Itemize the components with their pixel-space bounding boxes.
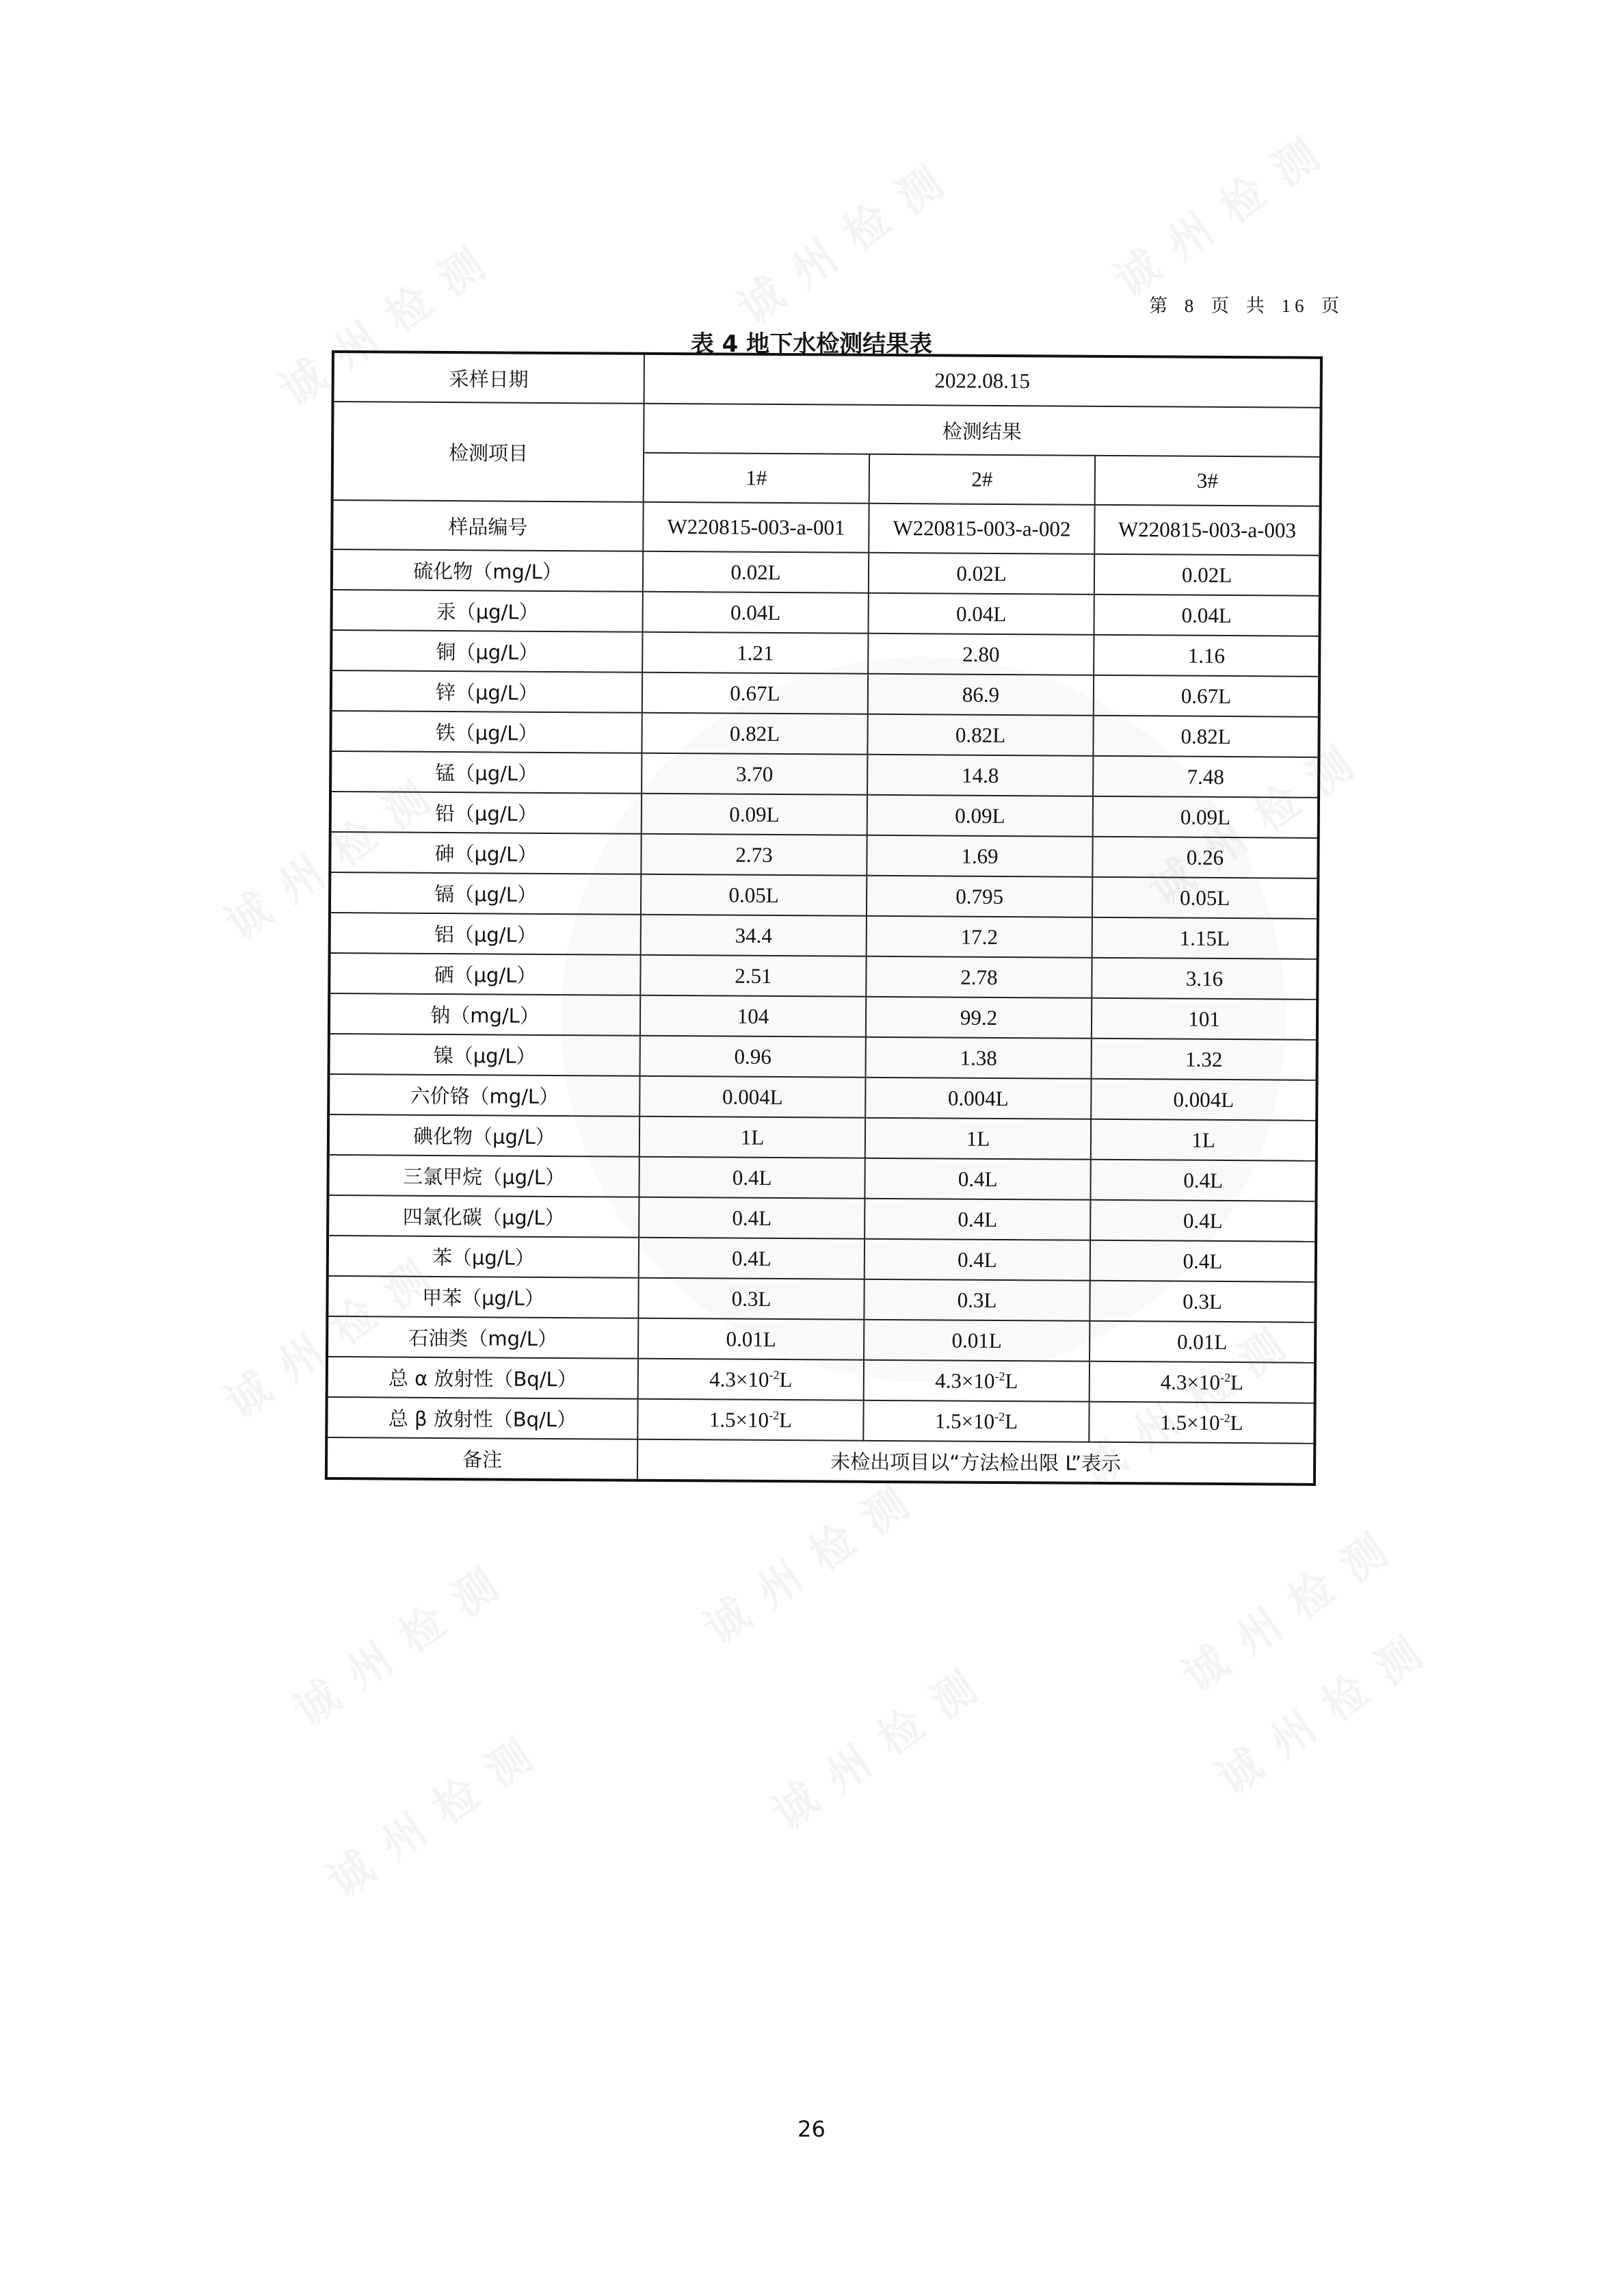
row-label: 钠（mg/L） xyxy=(329,993,640,1036)
sample-id-3: W220815-003-a-003 xyxy=(1094,505,1320,556)
cell-value: 0.004L xyxy=(1091,1079,1317,1121)
sample-point-1: 1# xyxy=(644,453,869,504)
test-item-header: 检测项目 xyxy=(332,402,644,502)
row-label: 铜（μg/L） xyxy=(331,630,642,673)
cell-value: 0.82L xyxy=(867,714,1093,756)
cell-value: $1.5\times 10^{-2}L$ xyxy=(863,1400,1089,1442)
table-row-alpha xyxy=(327,1357,1315,1403)
cell-value: 3.70 xyxy=(642,753,867,795)
row-label: 总 β 放射性（Bq/L） xyxy=(326,1397,637,1439)
cell-value: 0.01L xyxy=(638,1318,864,1360)
row-label: 铝（μg/L） xyxy=(330,913,641,955)
watermark xyxy=(689,1457,936,1656)
row-label: 汞（μg/L） xyxy=(332,590,643,632)
row-label: 镉（μg/L） xyxy=(330,872,641,915)
row-label: 硒（μg/L） xyxy=(329,953,640,995)
row-label: 锰（μg/L） xyxy=(330,751,642,794)
table-row xyxy=(328,1236,1316,1282)
row-label: 碘化物（μg/L） xyxy=(328,1114,639,1157)
row-label: 镍（μg/L） xyxy=(329,1034,640,1076)
cell-value: 0.82L xyxy=(642,713,867,755)
cell-value: 0.3L xyxy=(638,1278,864,1320)
cell-value: 3.16 xyxy=(1092,958,1317,1000)
cell-value: 1L xyxy=(639,1117,865,1158)
row-label: 甲苯（μg/L） xyxy=(327,1276,638,1318)
table-title: 表 4 地下水检测结果表 xyxy=(690,330,933,358)
table-row-beta xyxy=(326,1397,1315,1444)
cell-value: 0.09L xyxy=(1093,796,1319,838)
page-number: 26 xyxy=(797,2116,826,2142)
cell-value: 0.4L xyxy=(865,1158,1090,1200)
row-label: 铁（μg/L） xyxy=(330,711,642,753)
cell-value: 2.73 xyxy=(641,834,867,876)
table-row xyxy=(328,1155,1316,1201)
cell-value: 1.32 xyxy=(1092,1039,1317,1080)
sample-id-1: W220815-003-a-001 xyxy=(643,502,869,553)
row-label: 三氯甲烷（μg/L） xyxy=(328,1155,639,1197)
page-header: 第 8 页 共 16 页 xyxy=(1149,296,1344,316)
cell-value: 0.09L xyxy=(867,795,1093,837)
cell-value: 101 xyxy=(1092,998,1317,1040)
cell-value: 0.795 xyxy=(867,876,1092,917)
table-row xyxy=(328,1114,1317,1161)
result-rows xyxy=(327,549,1320,1363)
cell-value: 0.4L xyxy=(865,1199,1090,1240)
cell-value: 2.78 xyxy=(866,956,1092,998)
cell-value: 0.004L xyxy=(639,1076,865,1118)
cell-value: 0.4L xyxy=(639,1197,865,1239)
cell-value: 1.69 xyxy=(867,835,1092,877)
sampling-date-row xyxy=(333,352,1321,408)
sample-id-row xyxy=(332,500,1320,556)
row-label: 铅（μg/L） xyxy=(330,792,642,834)
cell-value: 0.67L xyxy=(642,673,868,714)
remark-label: 备注 xyxy=(326,1437,637,1480)
row-label: 石油类（mg/L） xyxy=(327,1316,638,1359)
cell-value: 86.9 xyxy=(868,674,1094,716)
cell-value: $4.3\times 10^{-2}L$ xyxy=(638,1359,864,1400)
cell-value: 0.67L xyxy=(1094,675,1319,717)
cell-value: 0.3L xyxy=(864,1279,1090,1321)
watermark xyxy=(758,1642,1005,1841)
table-row xyxy=(330,711,1319,757)
cell-value: 0.4L xyxy=(639,1157,865,1199)
remark-text: 未检出项目以“方法检出限 L”表示 xyxy=(637,1439,1315,1485)
sample-id-label: 样品编号 xyxy=(332,500,643,551)
table-row xyxy=(328,1074,1317,1121)
cell-value: 1.15L xyxy=(1092,917,1318,959)
cell-value: 0.26 xyxy=(1092,837,1318,878)
cell-value: 0.02L xyxy=(643,551,869,593)
cell-value: 1.21 xyxy=(642,632,868,674)
sampling-date-label: 采样日期 xyxy=(333,352,644,404)
table-row xyxy=(329,1034,1317,1080)
cell-value: 2.80 xyxy=(868,634,1094,675)
row-label: 四氯化碳（μg/L） xyxy=(328,1195,639,1238)
row-label: 六价铬（mg/L） xyxy=(328,1074,639,1117)
sample-id-2: W220815-003-a-002 xyxy=(869,504,1094,554)
watermark xyxy=(724,137,971,336)
watermark xyxy=(1100,109,1347,309)
table-row xyxy=(332,590,1320,636)
table-row xyxy=(329,953,1317,1000)
groundwater-results-table xyxy=(325,350,1323,1486)
cell-value: 1.38 xyxy=(866,1037,1092,1079)
table-row xyxy=(330,792,1319,838)
cell-value: 0.05L xyxy=(641,874,867,916)
cell-value: 1.16 xyxy=(1094,635,1319,677)
row-label: 砷（μg/L） xyxy=(330,832,641,874)
table-row xyxy=(332,549,1320,596)
results-header: 检测结果 xyxy=(644,404,1321,457)
cell-value: 0.02L xyxy=(869,553,1094,595)
cell-value: 0.4L xyxy=(865,1239,1090,1281)
table-row xyxy=(330,751,1319,798)
cell-value: 0.4L xyxy=(1090,1200,1316,1242)
cell-value: 99.2 xyxy=(866,997,1092,1039)
cell-value: 0.04L xyxy=(1094,595,1319,636)
cell-value: 0.96 xyxy=(640,1036,866,1078)
cell-value: $4.3\times 10^{-2}L$ xyxy=(864,1360,1090,1402)
table-row xyxy=(331,670,1319,717)
cell-value: 1L xyxy=(1091,1119,1317,1161)
table-row xyxy=(330,913,1318,959)
watermark xyxy=(279,1539,526,1738)
cell-value: 0.82L xyxy=(1093,716,1319,757)
sample-point-3: 3# xyxy=(1095,456,1321,506)
cell-value: 1L xyxy=(865,1118,1091,1160)
cell-value: 0.02L xyxy=(1094,554,1320,596)
cell-value: $1.5\times 10^{-2}L$ xyxy=(637,1399,863,1441)
cell-value: 0.01L xyxy=(1090,1321,1315,1363)
row-label: 苯（μg/L） xyxy=(328,1236,639,1278)
cell-value: 0.04L xyxy=(868,593,1094,635)
table-row xyxy=(327,1316,1315,1363)
cell-value: 7.48 xyxy=(1093,756,1319,798)
row-label: 硫化物（mg/L） xyxy=(332,549,643,592)
cell-value: $1.5\times 10^{-2}L$ xyxy=(1089,1402,1315,1444)
cell-value: 104 xyxy=(640,995,866,1037)
sampling-date-value: 2022.08.15 xyxy=(644,354,1321,408)
watermark xyxy=(313,1710,560,1909)
cell-value: 0.4L xyxy=(1090,1240,1316,1282)
cell-value: 0.004L xyxy=(865,1078,1091,1119)
cell-value: 0.01L xyxy=(864,1320,1090,1361)
header-row xyxy=(332,402,1321,457)
cell-value: $4.3\times 10^{-2}L$ xyxy=(1090,1361,1315,1403)
cell-value: 0.04L xyxy=(642,592,868,634)
table-row xyxy=(331,630,1319,677)
cell-value: 34.4 xyxy=(641,915,867,956)
table-row xyxy=(327,1276,1315,1322)
table-row xyxy=(328,1195,1316,1242)
table-row xyxy=(329,993,1317,1040)
row-label: 锌（μg/L） xyxy=(331,670,642,713)
cell-value: 0.4L xyxy=(1090,1160,1316,1201)
row-label: 总 α 放射性（Bq/L） xyxy=(327,1357,638,1399)
cell-value: 14.8 xyxy=(867,755,1093,796)
cell-value: 0.3L xyxy=(1090,1281,1315,1322)
table-row xyxy=(330,872,1318,919)
cell-value: 0.05L xyxy=(1092,877,1318,919)
cell-value: 17.2 xyxy=(867,916,1092,958)
cell-value: 2.51 xyxy=(640,955,866,997)
sample-point-2: 2# xyxy=(869,454,1095,505)
cell-value: 0.09L xyxy=(642,794,867,835)
cell-value: 0.4L xyxy=(639,1238,865,1279)
remark-row xyxy=(326,1437,1315,1485)
table-row xyxy=(330,832,1318,878)
